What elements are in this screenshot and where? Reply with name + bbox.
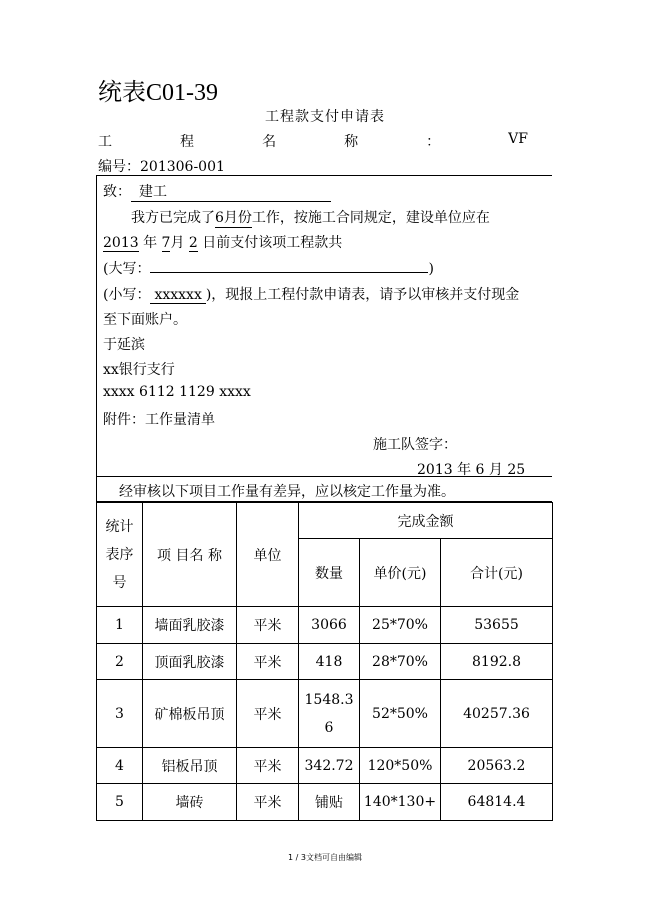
row-seq: 3: [97, 680, 143, 748]
application-date: 2013 年 6 月 25: [417, 462, 526, 478]
page-footer: 1 / 3文档可自由编辑: [288, 853, 362, 862]
amount-words-blank: [150, 258, 428, 273]
row-total: 40257.36: [441, 680, 553, 748]
header-amount: 完成金额: [299, 503, 553, 539]
divider: [97, 476, 552, 477]
row-item-name: 铝板吊顶: [143, 748, 237, 784]
team-signature-label: 施工队签字：: [373, 437, 457, 453]
row-item-name: 矿棉板吊顶: [143, 680, 237, 748]
header-quantity: 数量: [299, 539, 360, 607]
attachment-line: 附件：工作量清单: [103, 412, 215, 428]
row-seq: 4: [97, 748, 143, 784]
project-label-char: 工: [98, 134, 112, 150]
amount-figure-value: xxxxxx: [150, 287, 205, 304]
row-unit: 平米: [237, 607, 299, 644]
header-seq: 统计表序号: [97, 503, 143, 607]
header-total: 合计(元): [441, 539, 553, 607]
due-year: 2013: [103, 235, 139, 251]
table-row: [97, 784, 553, 821]
row-item-name: 墙砖: [143, 784, 237, 821]
row-item-name: 墙面乳胶漆: [143, 607, 237, 644]
addressee-value: 建工: [131, 181, 331, 202]
addressee-line: [103, 181, 331, 202]
row-seq: 1: [97, 607, 143, 644]
account-intro: 至下面账户。: [103, 312, 187, 328]
form-code: 统表C01-39: [98, 80, 218, 106]
addressee-label: 致：: [103, 184, 131, 200]
table-row: [97, 644, 553, 680]
table-row: [97, 680, 553, 748]
header-item-name: 项 目名 称: [143, 503, 237, 607]
row-quantity: 1548.36: [299, 680, 360, 748]
bank-name: xx银行支行: [103, 362, 175, 378]
row-unit-price: 25*70%: [360, 607, 441, 644]
row-unit: 平米: [237, 748, 299, 784]
account-name: 于延滨: [103, 337, 145, 353]
project-label-char: ：: [426, 134, 441, 150]
review-note: 经审核以下项目工作量有差异，应以核定工作量为准。: [119, 484, 455, 500]
row-quantity: 342.72: [299, 748, 360, 784]
project-name-row: [98, 131, 528, 151]
row-quantity: 3066: [299, 607, 360, 644]
row-unit: 平米: [237, 784, 299, 821]
due-date-line: 2013 年 7月 2 日前支付该项工程款共: [103, 235, 343, 251]
table-row: [97, 748, 553, 784]
project-label-char: 程: [180, 134, 195, 150]
row-total: 20563.2: [441, 748, 553, 784]
serial-number: 编号：201306-001: [98, 159, 225, 175]
amount-figure-line: (小写： xxxxxx )，现报上工程付款申请表，请予以审核并支付现金: [103, 287, 520, 303]
row-unit-price: 140*130+: [360, 784, 441, 821]
row-total: 8192.8: [441, 644, 553, 680]
due-day: 2: [188, 235, 198, 251]
row-seq: 5: [97, 784, 143, 821]
project-name-value: VF: [508, 131, 528, 147]
application-letter-box: [96, 175, 552, 502]
row-total: 53655: [441, 607, 553, 644]
header-unit-price: 单价(元): [360, 539, 441, 607]
project-label-char: 称: [344, 134, 359, 150]
row-unit-price: 52*50%: [360, 680, 441, 748]
due-month: 7: [161, 235, 171, 251]
row-seq: 2: [97, 644, 143, 680]
completion-line: 我方已完成了6月份工作，按施工合同规定，建设单位应在: [131, 207, 490, 228]
amount-words-line: (大写： ): [103, 258, 434, 278]
row-quantity: 铺贴: [299, 784, 360, 821]
row-unit-price: 28*70%: [360, 644, 441, 680]
row-item-name: 顶面乳胶漆: [143, 644, 237, 680]
month-value: 6月份: [215, 207, 252, 228]
work-quantity-table: [96, 502, 553, 821]
table-row: [97, 607, 553, 644]
row-quantity: 418: [299, 644, 360, 680]
row-total: 64814.4: [441, 784, 553, 821]
project-label-char: 名: [262, 134, 277, 150]
row-unit: 平米: [237, 644, 299, 680]
account-number: xxxx 6112 1129 xxxx: [103, 384, 251, 400]
row-unit-price: 120*50%: [360, 748, 441, 784]
document-title: 工程款支付申请表: [265, 109, 385, 125]
header-unit: 单位: [237, 503, 299, 607]
row-unit: 平米: [237, 680, 299, 748]
